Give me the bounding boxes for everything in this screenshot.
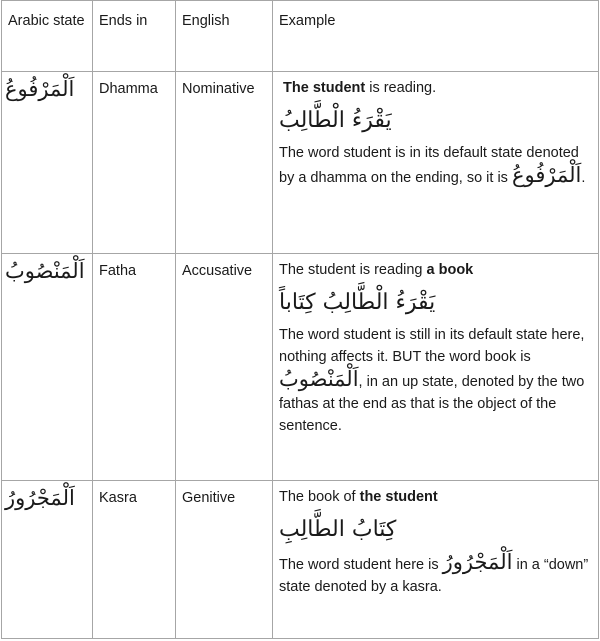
header-arabic-state: Arabic state xyxy=(2,1,93,72)
example-sentence-bold: a book xyxy=(426,262,474,278)
cell-example xyxy=(273,254,599,481)
cell-english xyxy=(176,254,273,481)
cell-arabic-state xyxy=(2,481,93,639)
ending-mark: Fatha xyxy=(99,263,137,279)
explanation-text: The word student is still in its default state here, nothing affects it. BUT the word book is xyxy=(279,327,585,365)
cell-example xyxy=(273,481,599,639)
english-case: Accusative xyxy=(182,263,253,279)
table-header-row xyxy=(2,1,599,72)
explanation-text-end: . xyxy=(581,170,586,186)
cell-english xyxy=(176,72,273,254)
example-sentence-rest: is reading. xyxy=(365,80,437,96)
explanation-text: The word student here is xyxy=(279,557,443,573)
cell-arabic-state xyxy=(2,254,93,481)
arabic-state-term: اَلْمَجْرُورُ xyxy=(5,486,75,510)
explanation-text-end: in a “down” state denoted by a kasra. xyxy=(279,557,589,595)
explanation-text-end: , in an up state, denoted by the two fathas at the end as that is the object of the sentence. xyxy=(279,374,585,434)
example-sentence xyxy=(279,72,594,98)
cell-arabic-state xyxy=(2,72,93,254)
table-row-nominative xyxy=(2,72,599,254)
cell-example xyxy=(273,72,599,254)
example-sentence-bold: The student xyxy=(283,80,366,96)
cell-ends-in xyxy=(93,254,176,481)
example-sentence xyxy=(279,481,594,507)
arabic-example-sentence: يَقْرَءُ الْطَّالِبُ xyxy=(279,108,392,133)
header-ends-in: Ends in xyxy=(93,1,176,72)
explanation-text: The word student is in its default state denoted by a dhamma on the ending, so it is xyxy=(279,145,579,186)
example-sentence xyxy=(279,254,594,280)
cell-ends-in xyxy=(93,481,176,639)
arabic-state-term: اَلْمَنْصُوبُ xyxy=(5,259,85,283)
cell-ends-in xyxy=(93,72,176,254)
table-row-accusative xyxy=(2,254,599,481)
header-example: Example xyxy=(273,1,599,72)
header-english: English xyxy=(176,1,273,72)
example-explanation xyxy=(279,551,594,598)
table-row-genitive xyxy=(2,481,599,639)
arabic-example-sentence: كِتَابُ الطَّالِبِ xyxy=(279,517,397,542)
explanation-arabic-term: اَلْمَرْفُوعُ xyxy=(511,163,582,187)
arabic-example-sentence: يَقْرَءُ الْطَّالِبُ كِتَاباً xyxy=(279,290,436,315)
arabic-state-term: اَلْمَرْفُوعُ xyxy=(5,77,75,101)
explanation-arabic-term: اَلْمَجْرُورُ xyxy=(442,550,513,574)
english-case: Genitive xyxy=(182,490,236,506)
example-explanation xyxy=(279,142,594,189)
explanation-arabic-term: اَلْمَنْصُوبُ xyxy=(279,367,359,391)
ending-mark: Kasra xyxy=(99,490,137,506)
ending-mark: Dhamma xyxy=(99,81,158,97)
grammar-cases-table xyxy=(1,0,599,639)
example-sentence-rest: The student is reading xyxy=(279,262,427,278)
english-case: Nominative xyxy=(182,81,255,97)
example-sentence-rest: The book of xyxy=(279,489,360,505)
example-sentence-bold: the student xyxy=(359,489,438,505)
cell-english xyxy=(176,481,273,639)
example-explanation xyxy=(279,324,594,437)
